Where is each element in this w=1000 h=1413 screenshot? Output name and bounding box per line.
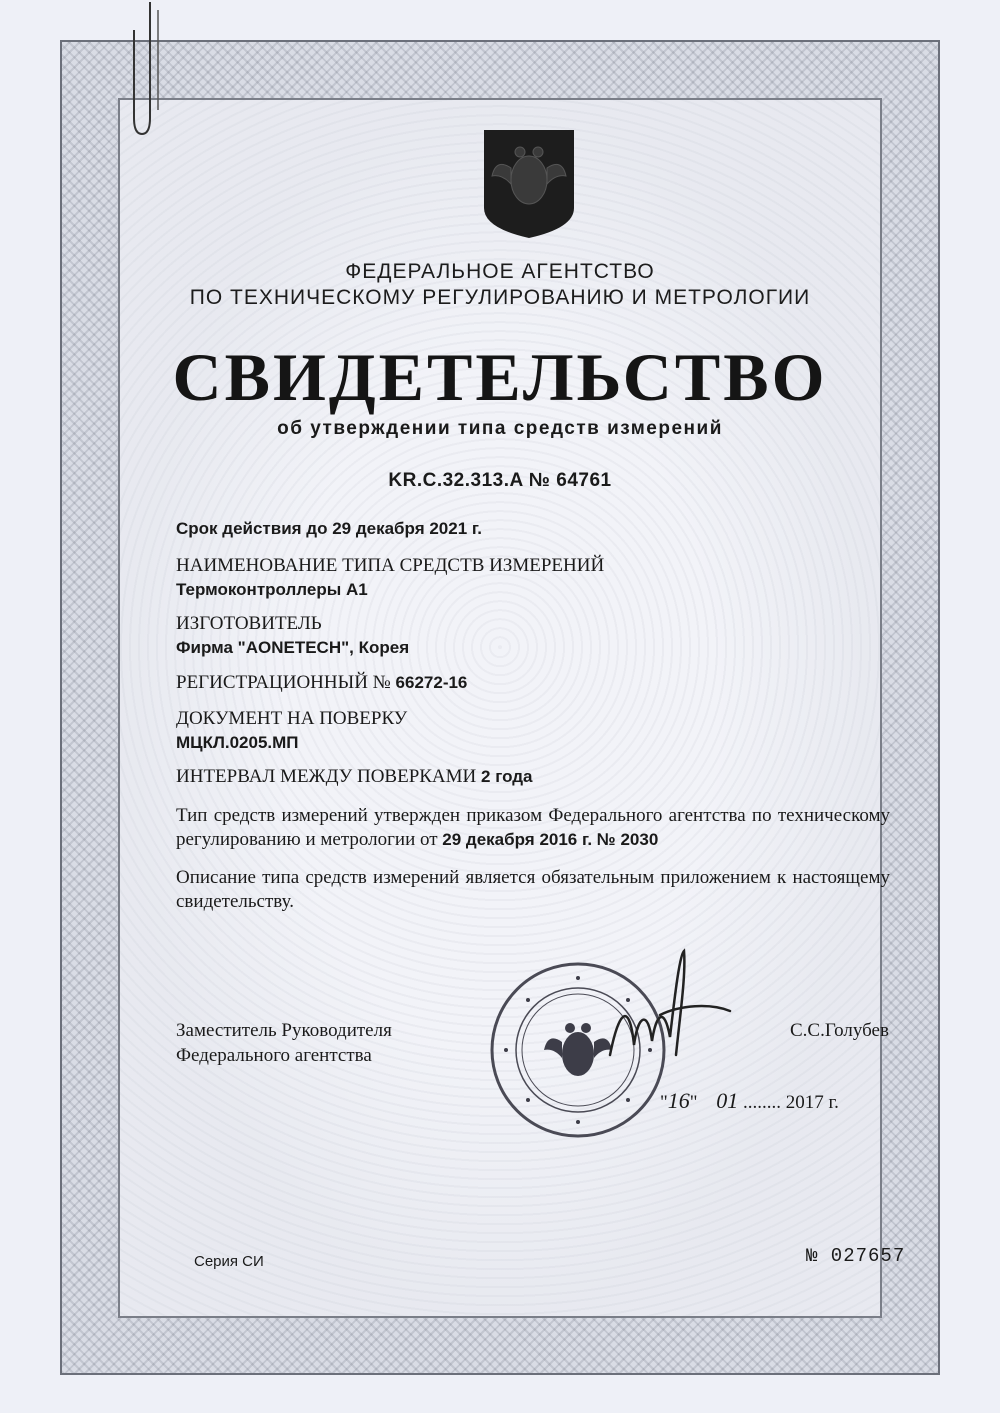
certificate-number: KR.C.32.313.A № 64761 [388, 470, 612, 491]
validity-date: Срок действия до 29 декабря 2021 г. [176, 519, 482, 538]
verification-doc-label: ДОКУМЕНТ НА ПОВЕРКУ [176, 708, 408, 729]
document-title: СВИДЕТЕЛЬСТВО [172, 339, 828, 415]
document-subtitle: об утверждении типа средств измерений [277, 418, 723, 439]
agency-name-line2: ПО ТЕХНИЧЕСКОМУ РЕГУЛИРОВАНИЮ И МЕТРОЛОГИИ [189, 286, 811, 309]
description-paragraph: Описание типа средств измерений является обязательным приложением к настоящему свидетельству. [176, 867, 890, 912]
interval-row [176, 766, 896, 788]
approval-text: Тип средств измерений утвержден приказом Федерального агентства по техническому регулированию и метрологии от [176, 805, 890, 850]
signatory-position-line2: Федерального агентства [176, 1045, 372, 1066]
registration-label: РЕГИСТРАЦИОННЫЙ № [176, 672, 391, 693]
manufacturer-label: ИЗГОТОВИТЕЛЬ [176, 613, 322, 634]
approval-date-order: 29 декабря 2016 г. № 2030 [442, 830, 659, 849]
date-month: 01 [716, 1088, 739, 1113]
approval-paragraph [176, 804, 890, 852]
handwritten-signature [600, 945, 740, 1075]
date-day: 16 [667, 1088, 690, 1113]
manufacturer-value: Фирма "AONETECH", Корея [176, 638, 410, 657]
registration-value: 66272-16 [395, 673, 468, 692]
interval-label: ИНТЕРВАЛ МЕЖДУ ПОВЕРКАМИ [176, 766, 477, 787]
signatory-position-line1: Заместитель Руководителя [176, 1020, 392, 1041]
paperclip-icon [132, 0, 168, 140]
type-name-value: Термоконтроллеры А1 [176, 580, 368, 599]
interval-value: 2 года [481, 767, 533, 786]
agency-name-line1: ФЕДЕРАЛЬНОЕ АГЕНТСТВО [345, 260, 655, 283]
type-name-label: НАИМЕНОВАНИЕ ТИПА СРЕДСТВ ИЗМЕРЕНИЙ [176, 555, 605, 576]
verification-doc-value: МЦКЛ.0205.МП [176, 733, 299, 752]
russian-coat-of-arms-icon [482, 128, 576, 240]
date-quote: " [660, 1092, 668, 1113]
registration-row [176, 672, 896, 694]
serial-number: № 027657 [806, 1245, 906, 1267]
series-label: Серия СИ [194, 1253, 264, 1270]
date-year: 2017 г. [785, 1092, 839, 1113]
date-line: "16" 01 ........ 2017 г. [660, 1088, 839, 1113]
signatory-name: С.С.Голубев [790, 1020, 889, 1041]
